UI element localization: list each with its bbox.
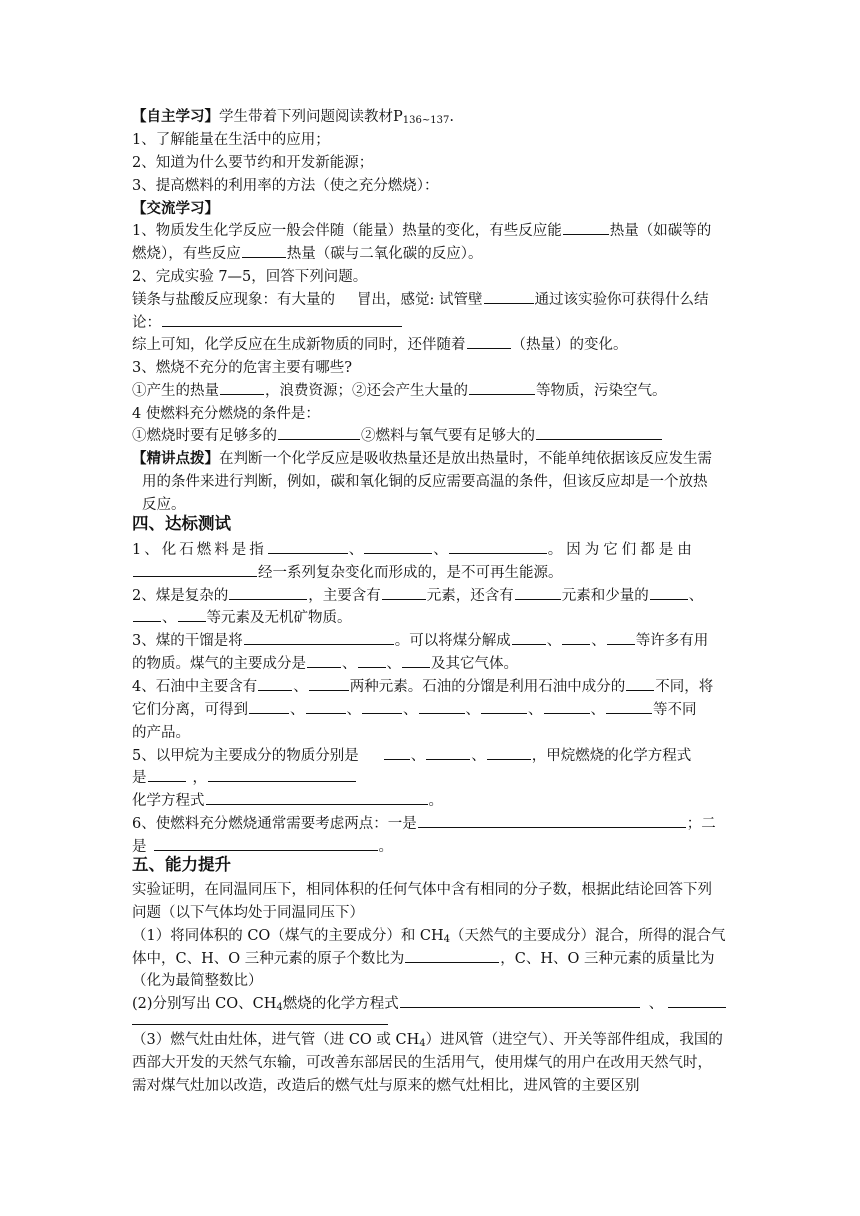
s5-intro-line2: 问题（以下气体均处于同温同压下） [132,905,364,921]
key-point-line1 [132,448,712,470]
blank[interactable] [133,607,161,622]
text: 及其它气体。 [431,656,518,672]
text: 不同，将 [655,679,714,695]
text: ①产生的热量 [132,383,219,399]
text: 、 [290,702,305,718]
text: 元素，还含有 [426,588,514,604]
s5-q3-line2: 西部大开发的天然气东输，可改善东部居民的生活用气，使用煤气的用户在改用天然气时， [132,1055,712,1071]
blank[interactable] [358,653,386,668]
text: 、 [528,702,543,718]
text: 元素和少量的 [561,588,649,604]
blank[interactable] [400,993,640,1008]
key-point-tag: 【精讲点拨】 [132,450,219,467]
text: （热量）的变化。 [511,337,628,353]
exchange-p2-title: 2、完成实验 7—5，回答下列问题。 [132,269,368,285]
text: 体中，C、H、O 三种元素的原子个数比为 [132,951,405,967]
s4-q4-line1 [132,676,713,698]
blank[interactable] [487,745,531,760]
blank[interactable] [133,562,257,577]
blank[interactable] [364,539,432,554]
text: 是 [132,770,147,786]
s4-q2-line1 [132,585,703,607]
blank[interactable] [467,334,511,349]
self-study-question-1: 1、了解能量在生活中的应用； [132,132,330,148]
textbook-pages: 136~137 [402,115,450,126]
subscript: 4 [443,934,451,945]
text: 、 [590,702,605,718]
s5-intro-line1: 实验证明，在同温同压下，相同体积的任何气体中含有相同的分子数，根据此结论回答下列 [132,882,712,898]
self-study-intro: 学生带着下列问题阅读教材P [219,109,403,125]
text: 、 [410,748,426,764]
s4-q5-line1 [132,745,691,767]
text: 、 [648,996,664,1012]
blank[interactable] [402,653,430,668]
s4-q2-line2 [132,607,352,629]
text: 在判断一个化学反应是吸收热量还是放出热量时，不能单纯依据该反应发生需 [219,451,712,467]
blank[interactable] [242,243,286,258]
text: 、 [471,748,486,764]
s4-q5-line3 [132,790,443,812]
blank[interactable] [626,676,654,691]
blank[interactable] [405,948,499,963]
blank[interactable] [418,813,686,828]
text: （3）燃气灶由灶体，进气管（进 CO 或 CH [132,1032,420,1048]
blank[interactable] [178,607,206,622]
text: 论： [132,315,161,331]
s5-q1-line2 [132,948,715,970]
text: ，主要含有 [308,588,381,604]
text: 6、使燃料充分燃烧通常需要考虑两点：一是 [132,816,417,832]
text: 化学方程式 [132,793,205,809]
exchange-p2-line1 [132,289,709,311]
text: 3、煤的干馏是将 [132,633,243,649]
blank[interactable] [362,699,402,714]
exchange-p1-line1 [132,220,711,242]
text: 、 [591,633,606,649]
text: 4、石油中主要含有 [132,679,258,695]
s4-q5-line2 [132,767,357,789]
s4-q4-line2 [132,699,697,721]
text: 是 [132,839,147,855]
exchange-heading [132,198,219,220]
text: ，C、H、O 三种元素的质量比为 [500,951,715,967]
blank[interactable] [419,699,465,714]
text: 。 [428,793,443,809]
text: （1）将同体积的 CO（煤气的主要成分）和 CH [132,928,444,944]
blank[interactable] [229,585,307,600]
self-study-question-3: 3、提高燃料的利用率的方法（使之充分燃烧）： [132,178,439,194]
text: ， [192,770,207,786]
s5-q3-line3: 需对煤气灶加以改造，改造后的燃气灶与原来的燃气灶相比，进风管的主要区别 [132,1078,640,1094]
blank[interactable] [278,425,360,440]
self-study-tag: 【自主学习】 [132,108,219,125]
blank[interactable] [515,585,561,600]
text: 。 [378,839,393,855]
intro-end: . [449,109,454,125]
exchange-p3-line1 [132,380,667,402]
text: ，浪费资源；②还会产生大量的 [265,383,468,399]
text: ②燃料与氧气要有足够大的 [361,428,535,444]
blank[interactable] [607,630,635,645]
text: 、 [386,656,401,672]
blank[interactable] [309,676,349,691]
text: 、 [403,702,418,718]
s4-q3-line1 [132,630,708,652]
text: 热量（如碳等的 [609,223,712,239]
s4-q1-line1 [132,539,696,561]
s5-q1-line3: （化为最简整数比） [132,973,263,989]
exchange-p1-line2 [132,243,483,265]
blank[interactable] [512,630,546,645]
text: 、 [688,588,704,604]
blank[interactable] [469,380,535,395]
blank[interactable] [384,745,410,760]
blank[interactable] [206,790,428,805]
blank[interactable] [563,220,609,235]
blank[interactable] [162,312,402,327]
text: 、 [348,542,364,558]
blank[interactable] [244,630,394,645]
blank[interactable] [306,699,346,714]
text: (2)分别写出 CO、CH [132,996,277,1012]
text: 。因为它们都是由 [547,542,696,558]
subscript: 4 [276,1002,283,1013]
text: ，甲烷燃烧的化学方程式 [531,748,692,764]
text: 等许多有用 [635,633,709,649]
text: 2、煤是复杂的 [132,588,229,604]
text: 、 [293,679,308,695]
text: 通过该实验你可获得什么结 [534,292,709,308]
blank[interactable] [536,425,662,440]
blank[interactable] [154,836,378,851]
exchange-p3-title: 3、燃烧不充分的危害主要有哪些? [132,360,352,376]
text: 、 [546,633,562,649]
blank[interactable] [606,699,652,714]
blank[interactable] [562,630,590,645]
text: 、 [346,702,361,718]
exchange-p2-line2 [132,312,403,334]
blank[interactable] [650,585,688,600]
s4-q4-line3: 的产品。 [132,725,190,741]
text: （天然气的主要成分）混合，所得的混合气 [450,928,726,944]
text: 等物质，污染空气。 [536,383,667,399]
text: 。可以将煤分解成 [394,633,511,649]
blank[interactable] [382,585,426,600]
blank[interactable] [208,767,356,782]
blank[interactable] [544,699,590,714]
blank[interactable] [481,699,527,714]
text: 、 [433,542,448,558]
blank[interactable] [668,993,726,1008]
s4-q6-line1 [132,813,716,835]
section-4-title: 四、达标测试 [132,514,231,533]
text: 、 [342,656,357,672]
text: ①燃烧时要有足够多的 [132,428,277,444]
blank[interactable] [268,539,348,554]
blank[interactable] [307,653,341,668]
text: 冒出，感觉: 试管壁 [357,292,483,308]
text: 的物质。煤气的主要成分是 [132,656,306,672]
blank[interactable] [426,745,470,760]
text: 5、以甲烷为主要成分的物质分别是 [132,748,359,764]
text: ；二 [686,816,716,832]
self-study-question-2: 2、知道为什么要节约和开发新能源； [132,155,374,171]
exchange-p2-line3 [132,334,628,356]
s5-q2-answer-line[interactable] [132,1024,388,1025]
s4-q1-line2 [132,562,563,584]
exchange-tag: 【交流学习】 [132,200,219,217]
key-point-line2: 用的条件来进行判断，例如，碳和氧化铜的反应需要高温的条件，但该反应却是一个放热 [142,474,708,490]
text: 经一系列复杂变化而形成的，是不可再生能源。 [258,565,563,581]
text: 两种元素。石油的分馏是利用石油中成分的 [349,679,626,695]
text: 1、物质发生化学反应一般会伴随（能量）热量的变化，有些反应能 [132,223,562,239]
exchange-p4-line1 [132,425,663,447]
text: 镁条与盐酸反应现象：有大量的 [132,292,335,308]
blank[interactable] [148,767,186,782]
text: 燃烧），有些反应 [132,246,241,262]
text: 、 [465,702,480,718]
s4-q3-line2 [132,653,518,675]
text: 它们分离，可得到 [132,702,248,718]
subscript: 4 [419,1038,426,1049]
section-5-title: 五、能力提升 [132,855,231,874]
key-point-line3: 反应。 [142,497,186,513]
text: ）进风管（进空气）、开关等部件组成，我国的 [425,1032,723,1048]
exchange-p4-title: 4 使燃料充分燃烧的条件是： [132,406,320,422]
blank[interactable] [220,380,264,395]
text: 综上可知，化学反应在生成新物质的同时，还伴随着 [132,337,466,353]
s5-q2-line1 [132,993,727,1019]
blank[interactable] [249,699,289,714]
text: 、 [162,610,177,626]
blank[interactable] [258,676,292,691]
text: 1、化石燃料是指 [132,542,267,558]
text: 等不同 [653,702,697,718]
text: 热量（碳与二氧化碳的反应）。 [286,246,483,262]
blank[interactable] [484,289,534,304]
text: 燃烧的化学方程式 [282,996,399,1012]
text: 等元素及无机矿物质。 [206,610,352,626]
blank[interactable] [449,539,547,554]
